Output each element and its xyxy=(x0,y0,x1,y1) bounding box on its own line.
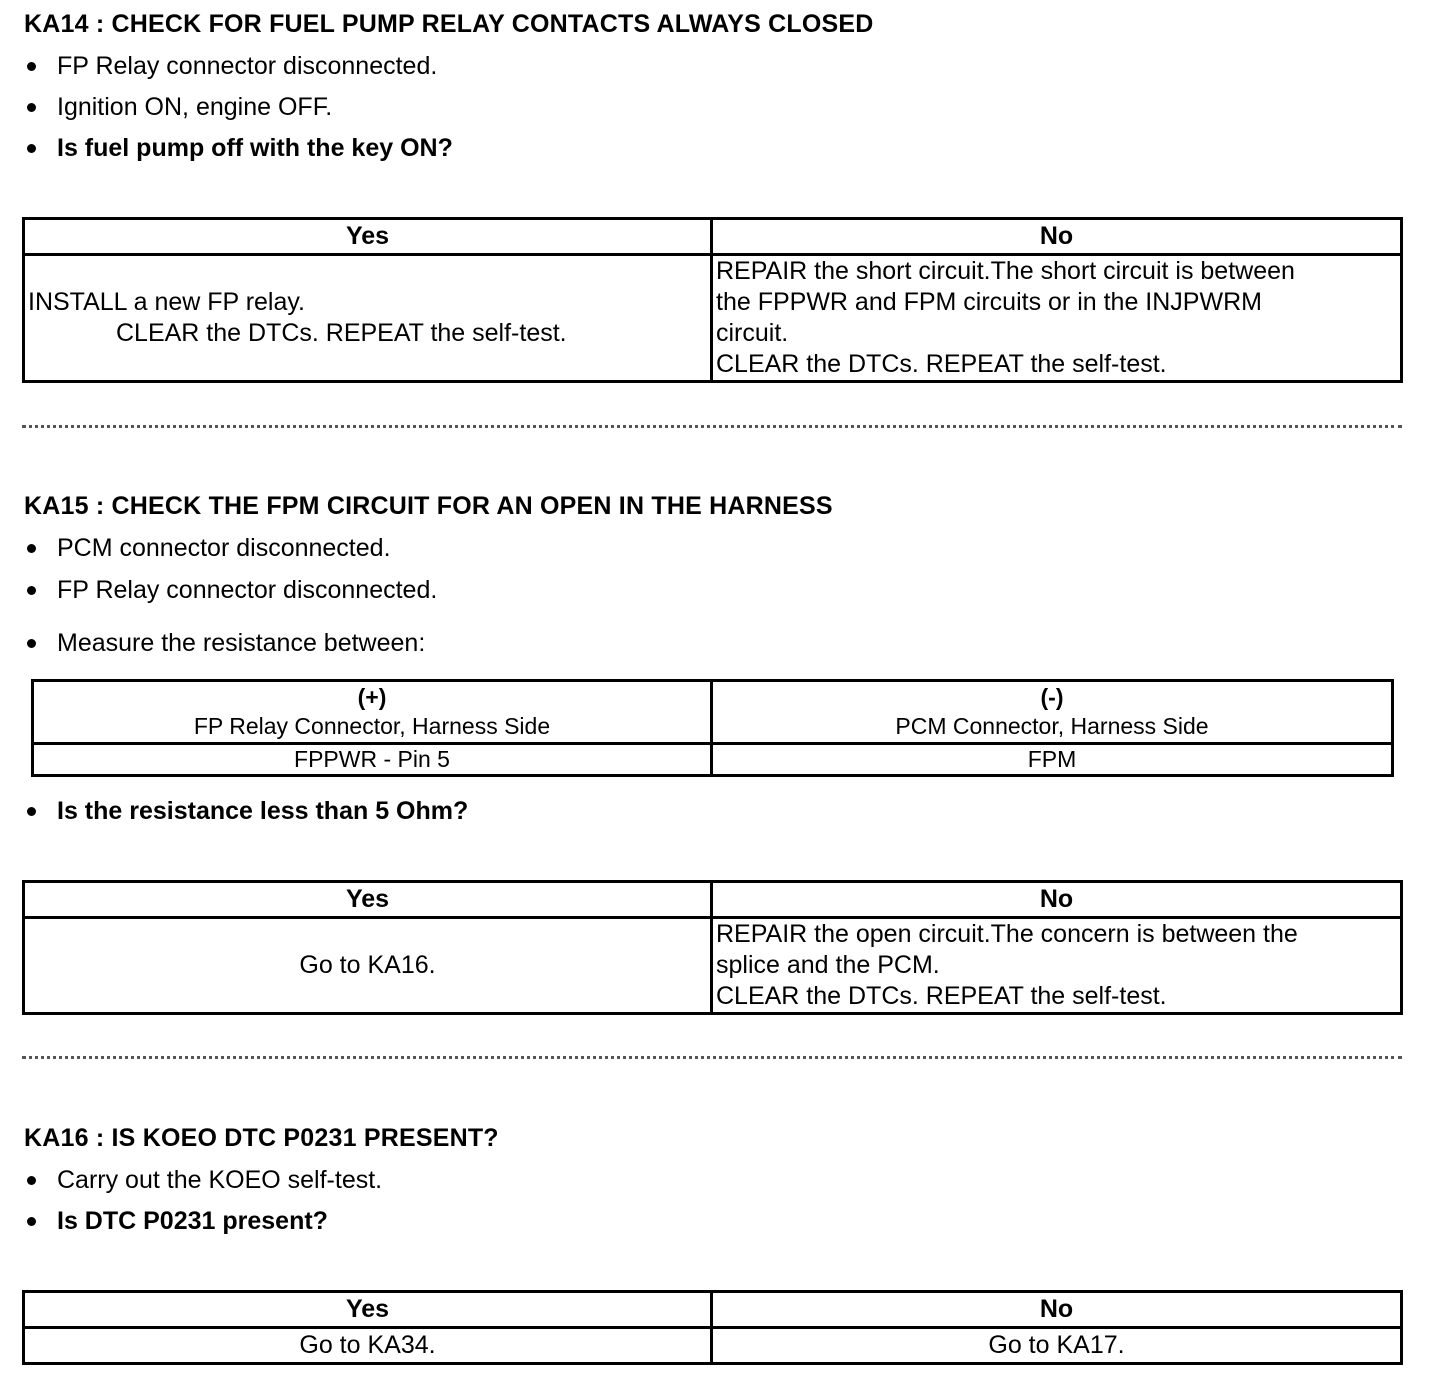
bullet-dot-icon xyxy=(27,1217,36,1226)
section-divider xyxy=(22,425,1402,428)
bullet-dot-icon xyxy=(27,1176,36,1185)
ka15-bullet-1 xyxy=(27,534,391,563)
ka14-bullet-1-text: FP Relay connector disconnected. xyxy=(57,52,438,80)
ka16-no-cell: Go to KA17. xyxy=(712,1328,1402,1364)
bullet-dot-icon xyxy=(27,144,36,153)
ka15-question xyxy=(27,797,468,826)
ka14-bullet-2-text: Ignition ON, engine OFF. xyxy=(57,93,333,121)
minus-symbol: (-) xyxy=(1040,684,1064,710)
ka14-no-line-1: REPAIR the short circuit.The short circuit is between xyxy=(716,257,1295,285)
ka16-bullet-1-text: Carry out the KOEO self-test. xyxy=(57,1166,383,1194)
plus-pin-value: FPPWR - Pin 5 xyxy=(33,744,712,776)
bullet-dot-icon xyxy=(27,62,36,71)
ka14-no-line-3: circuit. xyxy=(716,319,789,347)
ka15-bullet-2 xyxy=(27,576,437,605)
ka14-yes-cell xyxy=(24,255,712,382)
ka15-bullet-3 xyxy=(27,629,425,658)
bullet-dot-icon xyxy=(27,586,36,595)
ka16-question xyxy=(27,1207,328,1236)
ka14-yes-header: Yes xyxy=(24,219,712,255)
ka14-no-line-4: CLEAR the DTCs. REPEAT the self-test. xyxy=(716,350,1167,378)
ka15-yes-header: Yes xyxy=(24,882,712,918)
ka15-bullet-1-text: PCM connector disconnected. xyxy=(57,534,391,562)
ka15-no-line-3: CLEAR the DTCs. REPEAT the self-test. xyxy=(716,982,1167,1010)
plus-symbol: (+) xyxy=(357,684,387,710)
ka16-question-text: Is DTC P0231 present? xyxy=(57,1207,328,1235)
ka14-bullet-1 xyxy=(27,52,437,81)
ka14-no-line-2: the FPPWR and FPM circuits or in the INJPWRM xyxy=(716,288,1262,316)
minus-connector-label: PCM Connector, Harness Side xyxy=(895,713,1209,739)
ka16-no-header: No xyxy=(712,1292,1402,1328)
ka16-yes-header: Yes xyxy=(24,1292,712,1328)
ka15-no-cell xyxy=(712,918,1402,1014)
ka15-bullet-3-text: Measure the resistance between: xyxy=(57,629,426,657)
bullet-dot-icon xyxy=(27,103,36,112)
ka15-heading: KA15 : CHECK THE FPM CIRCUIT FOR AN OPEN IN THE HARNESS xyxy=(24,492,833,520)
bullet-dot-icon xyxy=(27,639,36,648)
ka14-heading: KA14 : CHECK FOR FUEL PUMP RELAY CONTACTS ALWAYS CLOSED xyxy=(24,10,874,38)
ka15-measure-table xyxy=(31,679,1394,777)
ka14-question xyxy=(27,134,453,163)
ka15-no-line-1: REPAIR the open circuit.The concern is between the xyxy=(716,920,1298,948)
ka15-no-header: No xyxy=(712,882,1402,918)
ka15-question-text: Is the resistance less than 5 Ohm? xyxy=(57,797,469,825)
ka16-yes-cell: Go to KA34. xyxy=(24,1328,712,1364)
ka16-decision-table xyxy=(22,1290,1403,1365)
minus-lead-header xyxy=(712,681,1393,744)
bullet-dot-icon xyxy=(27,544,36,553)
ka14-decision-table xyxy=(22,217,1403,383)
ka15-yes-cell: Go to KA16. xyxy=(24,918,712,1014)
ka14-bullet-2 xyxy=(27,93,332,122)
ka14-yes-line-1: INSTALL a new FP relay. xyxy=(28,288,305,316)
plus-lead-header xyxy=(33,681,712,744)
bullet-dot-icon xyxy=(27,807,36,816)
ka14-no-header: No xyxy=(712,219,1402,255)
section-divider xyxy=(22,1056,1402,1059)
ka14-no-cell xyxy=(712,255,1402,382)
ka14-yes-line-2: CLEAR the DTCs. REPEAT the self-test. xyxy=(116,319,567,347)
plus-connector-label: FP Relay Connector, Harness Side xyxy=(193,713,551,739)
ka15-no-line-2: splice and the PCM. xyxy=(716,951,940,979)
ka15-bullet-2-text: FP Relay connector disconnected. xyxy=(57,576,438,604)
minus-pin-value: FPM xyxy=(712,744,1393,776)
ka16-bullet-1 xyxy=(27,1166,382,1195)
ka16-heading: KA16 : IS KOEO DTC P0231 PRESENT? xyxy=(24,1124,499,1152)
ka15-decision-table xyxy=(22,880,1403,1015)
ka14-question-text: Is fuel pump off with the key ON? xyxy=(57,134,453,162)
